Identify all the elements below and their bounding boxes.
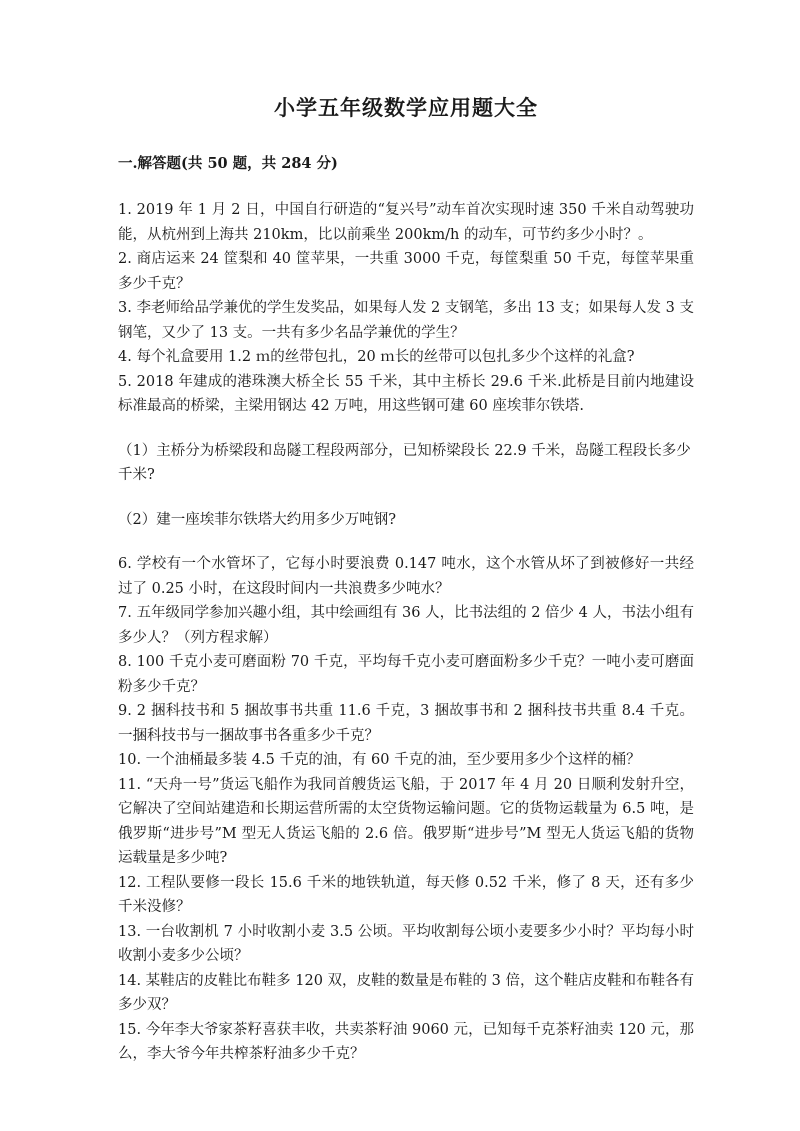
question-14: 14. 某鞋店的皮鞋比布鞋多 120 双，皮鞋的数量是布鞋的 3 倍，这个鞋店皮鞋和布鞋各有多少双？ [118, 972, 695, 1013]
section-header: 一.解答题(共 50 题，共 284 分) [118, 155, 338, 172]
question-8: 8. 100 千克小麦可磨面粉 70 千克，平均每千克小麦可磨面粉多少千克？一吨小麦可磨面粉多少千克？ [118, 654, 694, 695]
question-3: 3. 李老师给品学兼优的学生发奖品，如果每人发 2 支钢笔，多出 13 支；如果每人发 3 支钢笔，又少了 13 支。一共有多少名品学兼优的学生？ [118, 300, 694, 341]
question-11: 11. “天舟一号”货运飞船作为我同首艘货运飞船，于 2017 年 4 月 20 日顺利发射升空，它解决了空间站建造和长期运营所需的太空货物运输问题。它的货物运载量为 6.5 吨，是俄罗斯“进步号”M 型无人货运飞船的 2.6 倍。俄罗斯“进步号”M 型无人货运飞船的货物运载量是多少吨? [118, 776, 694, 866]
question-12: 12. 工程队要修一段长 15.6 千米的地铁轨道，每天修 0.52 千米，修了 8 天，还有多少千米没修？ [118, 874, 694, 915]
question-2: 2. 商店运来 24 筐梨和 40 筐苹果，一共重 3000 千克，每筐梨重 50 千克，每筐苹果重多少千克？ [118, 251, 694, 292]
question-5-part-1: （1）主桥分为桥梁段和岛隧工程段两部分，已知桥梁段长 22.9 千米，岛隧工程段长多少千米? [118, 442, 691, 483]
question-9: 9. 2 捆科技书和 5 捆故事书共重 11.6 千克，3 捆故事书和 2 捆科技书共重 8.4 千克。一捆科技书与一捆故事书各重多少千克？ [118, 703, 694, 744]
question-6: 6. 学校有一个水管坏了，它每小时要浪费 0.147 吨水，这个水管从坏了到被修好一共经过了 0.25 小时，在这段时间内一共浪费多少吨水？ [118, 556, 694, 597]
question-7: 7. 五年级同学参加兴趣小组，其中绘画组有 36 人，比书法组的 2 倍少 4 人，书法小组有多少人？（列方程求解） [118, 605, 694, 646]
question-15: 15. 今年李大爷家茶籽喜获丰收，共卖茶籽油 9060 元，已知每千克茶籽油卖 120 元，那么，李大爷今年共榨茶籽油多少千克？ [118, 1021, 694, 1062]
question-4: 4. 每个礼盒要用 1.2 ｍ的丝带包扎，20 ｍ长的丝带可以包扎多少个这样的礼盒? [118, 349, 635, 365]
question-1: 1. 2019 年 1 月 2 日，中国自行研造的“复兴号”动车首次实现时速 350 千米自动驾驶功能，从杭州到上海共 210km，比以前乘坐 200km/h 的动车，可节约多少小时？。 [118, 202, 694, 243]
question-5-part-2: （2）建一座埃菲尔铁塔大约用多少万吨钢? [118, 511, 396, 528]
page-title: 小学五年级数学应用题大全 [274, 95, 538, 120]
question-13: 13. 一台收割机 7 小时收割小麦 3.5 公顷。平均收割每公顷小麦要多少小时？平均每小时收割小麦多少公顷？ [118, 923, 694, 964]
document-page [118, 92, 694, 1067]
question-10: 10. 一个油桶最多装 4.5 千克的油，有 60 千克的油，至少要用多少个这样的桶？ [118, 752, 641, 768]
question-5: 5. 2018 年建成的港珠澳大桥全长 55 千米，其中主桥长 29.6 千米.此桥是目前内地建设标准最高的桥梁，主梁用钢达 42 万吨，用这些钢可建 60 座埃菲尔铁塔. [118, 373, 694, 414]
